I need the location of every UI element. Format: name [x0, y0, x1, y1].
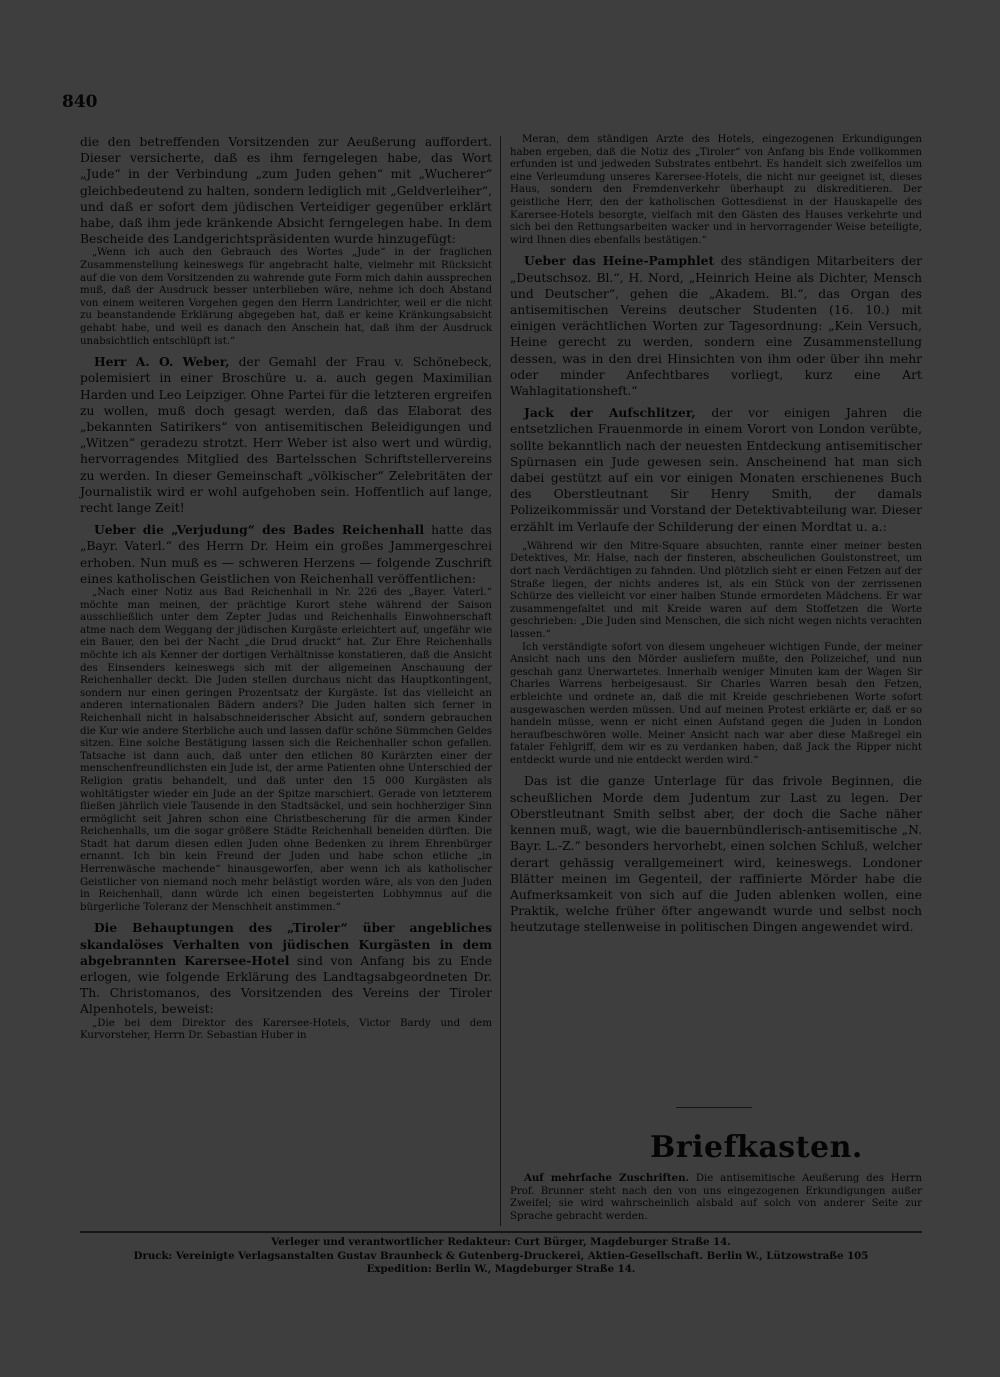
paragraph-lead: Ueber das Heine-Pamphlet [524, 253, 715, 269]
right-column [510, 134, 922, 936]
footer-rule [80, 1231, 922, 1233]
imprint-expedition: Expedition: Berlin W., Magdeburger Straße 14. [366, 1263, 636, 1275]
quote: „Wenn ich auch den Gebrauch des Wortes „Jude“ in der fraglichen Zusammenstellung keineswegs für angebracht halte, vielmehr mit Rücksicht auf die von dem Vorsitzenden zu wahrende gute Form mich dahin aussprechen muß, daß der Ausdruck besser unterblieben wäre, nehme ich doch Abstand von einem weiteren Vorgehen gegen den Herrn Landrichter, weil er die nicht zu beanstandende Erklärung abgegeben hat, daß er keine Kränkungsabsicht gehabt habe, und weil es danach den Anschein hat, daß ihm der Ausdruck unabsichtlich entschlüpft ist.“ [80, 247, 492, 347]
page-number: 840 [62, 92, 98, 112]
quote: Meran, dem ständigen Arzte des Hotels, eingezogenen Erkundigungen haben ergeben, daß die Notiz des „Tiroler“ von Anfang bis Ende vollkommen erfunden ist und jedweden Substrates entbehrt. Es handelt sich zweifellos um eine Verleumdung unseres Karersee-Hotels, die nicht nur geeignet ist, dieses Haus, sondern den Fremdenverkehr überhaupt zu diskreditieren. Der geistliche Herr, den der katholischen Gottesdienst in der Hauskapelle des Karersee-Hotels besorgte, vielfach mit den Gästen des Hauses verkehrte und sich bei den Rettungsarbeiten wacker und in hervorragender Weise beteiligte, wird Ihnen dies ebenfalls bestätigen.“ [510, 134, 922, 246]
paragraph [80, 522, 492, 587]
quote: „Die bei dem Direktor des Karersee-Hotels, Victor Bardy und dem Kurvorsteher, Herrn Dr. Sebastian Huber in [80, 1017, 492, 1042]
paragraph-lead: Ueber die „Verjudung“ des Bades Reichenhall [94, 522, 425, 538]
paragraph-lead: Jack der Aufschlitzer, [524, 405, 696, 421]
column-divider [500, 136, 501, 1226]
quote: Ich verständigte sofort von diesem ungeheuer wichtigen Funde, der meiner Ansicht nach uns den Mörder ausliefern mußte, den Polizeichef, und nun geschah ganz Unerwartetes. Innerhalb weniger Minuten kam der Wagen Sir Charles Warrens herbeigesaust. Sir Charles Warren besah den Fetzen, erbleichte und ordnete an, daß die mit Kreide geschriebenen Worte sofort ausgewaschen werden müssen. Und auf meinen Protest erklärte er, daß er so handeln müsse, wenn er nicht einen Aufstand gegen die Juden in London heraufbeschwören wolle. Meiner Ansicht nach war aber diese Maßregel ein fataler Fehlgriff, dem wir es zu verdanken haben, daß Jack the Ripper nicht entdeckt wurde und nie entdeckt werden wird.“ [510, 641, 922, 766]
imprint-publisher: Verleger und verantwortlicher Redakteur: Curt Bürger, Magdeburger Straße 14. [271, 1236, 731, 1248]
paragraph: die den betreffenden Vorsitzenden zur Aeußerung auffordert. Dieser versicherte, daß es ihm ferngelegen habe, das Wort „Jude“ in der Verbindung „zum Juden gehen“ mit „Wucherer“ gleichbedeutend zu halten, sondern lediglich mit „Geldverleiher“, und daß er sofort dem jüdischen Verteidiger gegenüber erklärt habe, daß ihm jede kränkende Absicht ferngelegen habe. In dem Bescheide des Landgerichtspräsidenten wurde hinzugefügt: [80, 135, 492, 247]
paragraph [80, 920, 492, 1017]
paragraph-lead: Die Behauptungen des „Tiroler“ über angebliches skandalöses Verhalten von jüdischen Kurgästen in dem abgebrannten Karersee-Hotel [80, 920, 492, 968]
imprint-printer: Druck: Vereinigte Verlagsanstalten Gustav Braunbeck & Gutenberg-Druckerei, Aktien-Gesellschaft. Berlin W., Lützowstraße 105 [133, 1249, 869, 1262]
paragraph-lead: Herr A. O. Weber, [94, 354, 230, 370]
left-column [80, 134, 492, 1043]
imprint-footer [80, 1236, 922, 1277]
mailbox-section [510, 1172, 922, 1223]
mailbox-title: Briefkasten. [650, 1130, 863, 1165]
paragraph-text: des ständigen Mitarbeiters der „Deutschsoz. Bl.“, H. Nord, „Heinrich Heine als Dichter, Mensch und Deutscher“, gehen die „Akadem. Bl.“, das Organ des antisemitischen Vereins deutscher Studenten (16. 10.) mit einigen verächtlichen Worten zur Tagesordnung: „Kein Versuch, Heine gerecht zu werden, sondern eine Zusammenstellung dessen, was in den drei Hinsichten von ihm oder über ihn mehr oder minder Anfechtbares vorliegt, kurz eine Art Wahlagitationsheft.“ [510, 254, 922, 398]
mailbox-paragraph [510, 1172, 922, 1223]
quote: „Während wir den Mitre-Square absuchten, rannte einer meiner besten Detektives, Mr. Halse, nach der finsteren, abscheulichen Goulstonstreet, um dort nach Verdächtigen zu fahnden. Und plötzlich sieht er einen Fetzen auf der Straße liegen, der nichts anderes ist, als ein Stück von der zerrissenen Schürze des vielleicht vor einer halben Stunde ermordeten Mädchens. Er war zusammengefaltet und mit Kreide waren auf dem Stoffetzen die Worte geschrieben: „Die Juden sind Menschen, die sich nicht wegen nichts verachten lassen.“ [510, 540, 922, 640]
paragraph-text: der Gemahl der Frau v. Schönebeck, polemisiert in einer Broschüre u. a. auch gegen Maximilian Harden und Leo Leipziger. Ohne Partei für die letzteren ergreifen zu wollen, muß doch gesagt werden, daß das Elaborat des „bekannten Satirikers“ von antisemitischen Beleidigungen und „Witzen“ geradezu strotzt. Herr Weber ist also wert und würdig, hervorragendes Mitglied des Bartelsschen Schriftstellervereins zu werden. In dieser Gemeinschaft „völkischer“ Zelebritäten der Journalistik wird er wohl aufgehoben sein. Hoffentlich auf lange, recht lange Zeit! [80, 355, 492, 515]
section-rule [676, 1107, 752, 1108]
paragraph: Das ist die ganze Unterlage für das frivole Beginnen, die scheußlichen Morde dem Judentum zur Last zu legen. Der Oberstleutnant Smith selbst aber, der doch die Sache näher kennen muß, wagt, wie die bauernbündlerisch-antisemitische „N. Bayr. L.-Z.“ besonders hervorhebt, einen solchen Schluß, welcher derart gehässig verallgemeinert wird, keineswegs. Londoner Blätter meinen im Gegenteil, der raffinierte Mörder habe die Aufmerksamkeit von sich auf die Juden ablenken wollen, eine Praktik, welche früher öfter angewandt wurde und selbst noch heutzutage stellenweise in politischen Dingen angewendet wird. [510, 774, 922, 935]
paragraph [510, 253, 922, 399]
mailbox-text: Die antisemitische Aeußerung des Herrn Prof. Brunner steht nach den von uns eingezogenen Erkundigungen außer Zweifel; sie wird wahrscheinlich alsbald auf solch von anderer Seite zur Sprache gebracht werden. [510, 1173, 922, 1222]
mailbox-lead: Auf mehrfache Zuschriften. [524, 1172, 690, 1184]
quote: „Nach einer Notiz aus Bad Reichenhall in Nr. 226 des „Bayer. Vaterl.“ möchte man meinen, der prächtige Kurort stehe während der Saison ausschließlich unter dem Zepter Judas und Reichenhalls Einwohnerschaft atme nach dem Weggang der jüdischen Kurgäste erleichtert auf, ungefähr wie ein Bauer, den bei der Nacht „die Drud druckt“ hat. Zur Ehre Reichenhalls möchte ich als Kenner der dortigen Verhältnisse konstatieren, daß die Ansicht des Einsenders keineswegs sich mit der allgemeinen Anschauung der Reichenhaller deckt. Die Juden stellen durchaus nicht das Hauptkontingent, sondern nur einen geringen Prozentsatz der Kurgäste. Ist das vielleicht an anderen internationalen Bädern anders? Die Juden halten sich ferner in Reichenhall nicht in halsabschneiderischer Absicht auf, sondern gebrauchen die Kur wie andere Sterbliche auch und lassen dafür schöne Sümmchen Geldes sitzen. Eine solche Bestätigung lassen sich die Reichenhaller schon gefallen. Tatsache ist dann auch, daß unter den etlichen 80 Kurärzten einer der menschenfreundlichsten ein Jude ist, der arme Patienten ohne Unterschied der Religion gratis behandelt, und daß unter den 15 000 Kurgästen als wohltätigster wieder ein Jude an der Spitze marschiert. Gerade von letzterem fließen jährlich viele Tausende in den Stadtsäckel, und sein hochherziger Sinn ermöglicht seit Jahren schon eine Christbescherung für die armen Kinder Reichenhalls, um die sogar größere Städte Reichenhall beneiden dürften. Die Stadt hat darum diesen edlen Juden ohne Bedenken zu ihrem Ehrenbürger ernannt. Ich bin kein Freund der Juden und habe schon etliche „in Herrenwäsche machende“ hinausgeworfen, aber wenn ich als katholischer Geistlicher von niemand noch mehr belästigt worden wäre, als von den Juden in Reichenhall, dann würde ich einen begeisterten Lobhymnus auf die bürgerliche Toleranz der Menschheit anstimmen.“ [80, 587, 492, 913]
paragraph [80, 354, 492, 516]
paragraph-text: der vor einigen Jahren die entsetzlichen Frauenmorde in einem Vorort von London verübte, sollte bekanntlich nach der neuesten Entdeckung antisemitischer Spürnasen ein Jude gewesen sein. Anscheinend hat man sich dabei gestützt auf ein vor einigen Monaten erschienenes Buch des Oberstleutnant Sir Henry Smith, der damals Polizeikommissär und Vorstand der Detektivabteilung war. Dieser erzählt im Verlaufe der Schilderung der einen Mordtat u. a.: [510, 406, 922, 534]
paragraph-text: sind von Anfang bis zu Ende erlogen, wie folgende Erklärung des Landtagsabgeordneten Dr. Th. Christomanos, des Vorsitzenden des Vereins der Tiroler Alpenhotels, beweist: [80, 953, 492, 1017]
paragraph-text: hatte das „Bayr. Vaterl.“ des Herrn Dr. Heim ein großes Jammergeschrei erhoben. Nun muß es — schweren Herzens — folgende Zuschrift eines katholischen Geistlichen von Reichenhall veröffentlichen: [80, 523, 492, 586]
paragraph [510, 405, 922, 535]
